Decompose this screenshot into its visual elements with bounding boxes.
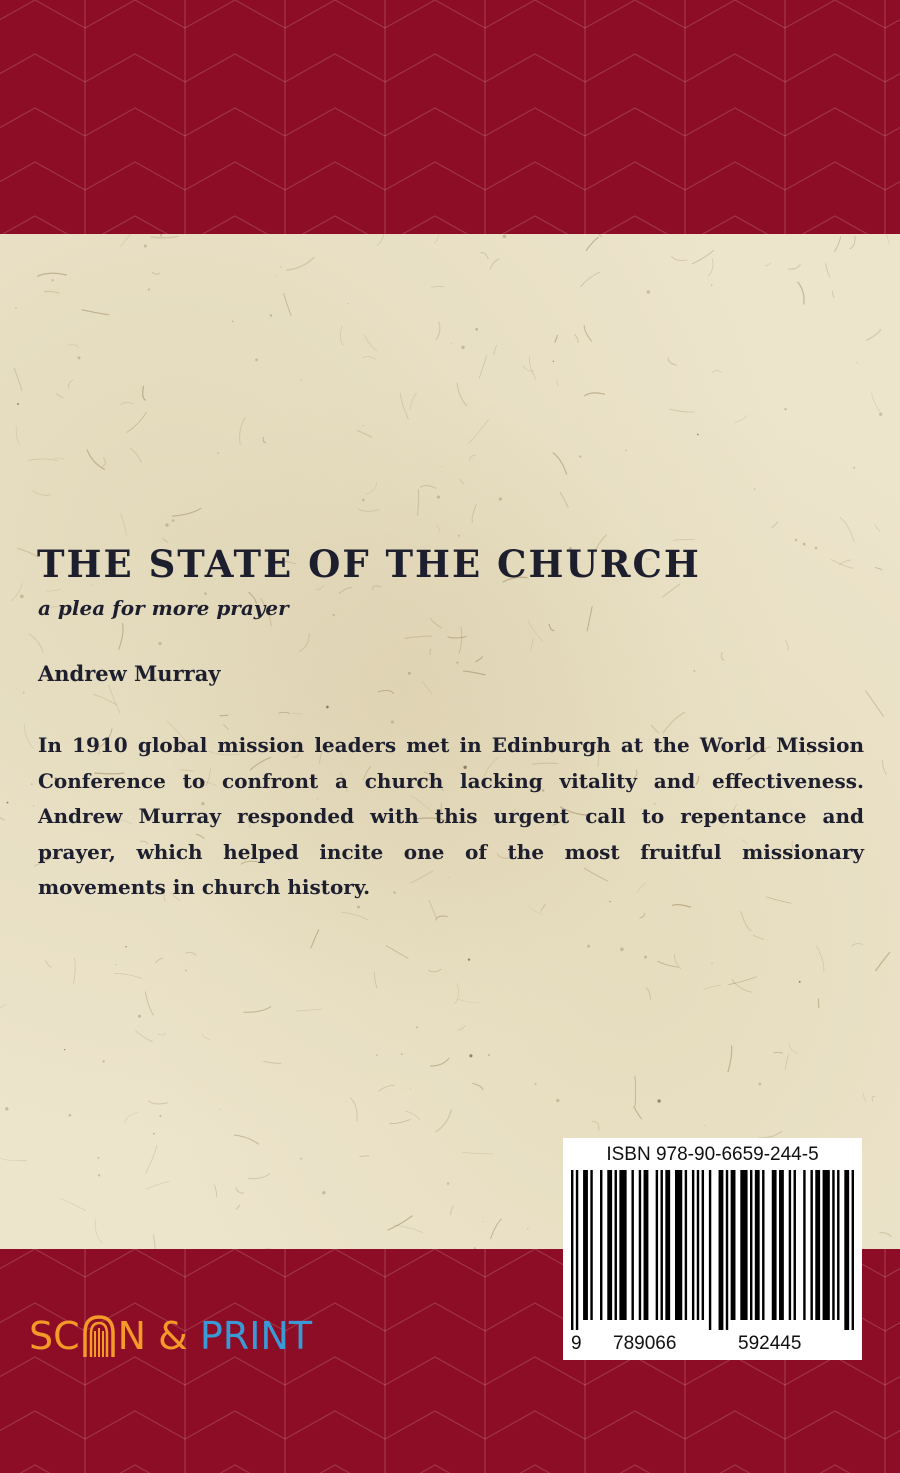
chevron-pattern (0, 0, 900, 234)
book-title: THE STATE OF THE CHURCH (37, 542, 701, 586)
book-arch-icon (82, 1313, 116, 1359)
isbn-barcode (563, 1138, 862, 1360)
logo-text-n-and: N & (117, 1314, 200, 1358)
logo-text-print: PRINT (199, 1314, 313, 1358)
publisher-logo (29, 1313, 312, 1359)
top-decorative-band (0, 0, 900, 234)
barcode-lead-digit: 9 (571, 1333, 582, 1354)
book-author: Andrew Murray (38, 661, 221, 686)
book-subtitle: a plea for more prayer (38, 596, 289, 620)
barcode-right-digits: 592445 (738, 1333, 802, 1354)
book-blurb: In 1910 global mission leaders met in Edinburgh at the World Mission Conference to confront a church lacking vitality and effectiveness. Andrew Murray responded with this urgent call to repentance and prayer, which helped incite one of the most fruitful missionary movements in church history. (38, 733, 864, 899)
isbn-label: ISBN 978-90-6659-244-5 (606, 1144, 819, 1165)
logo-text-sc: SC (29, 1314, 80, 1358)
barcode-left-digits: 789066 (613, 1333, 677, 1354)
barcode-bars (571, 1170, 854, 1330)
